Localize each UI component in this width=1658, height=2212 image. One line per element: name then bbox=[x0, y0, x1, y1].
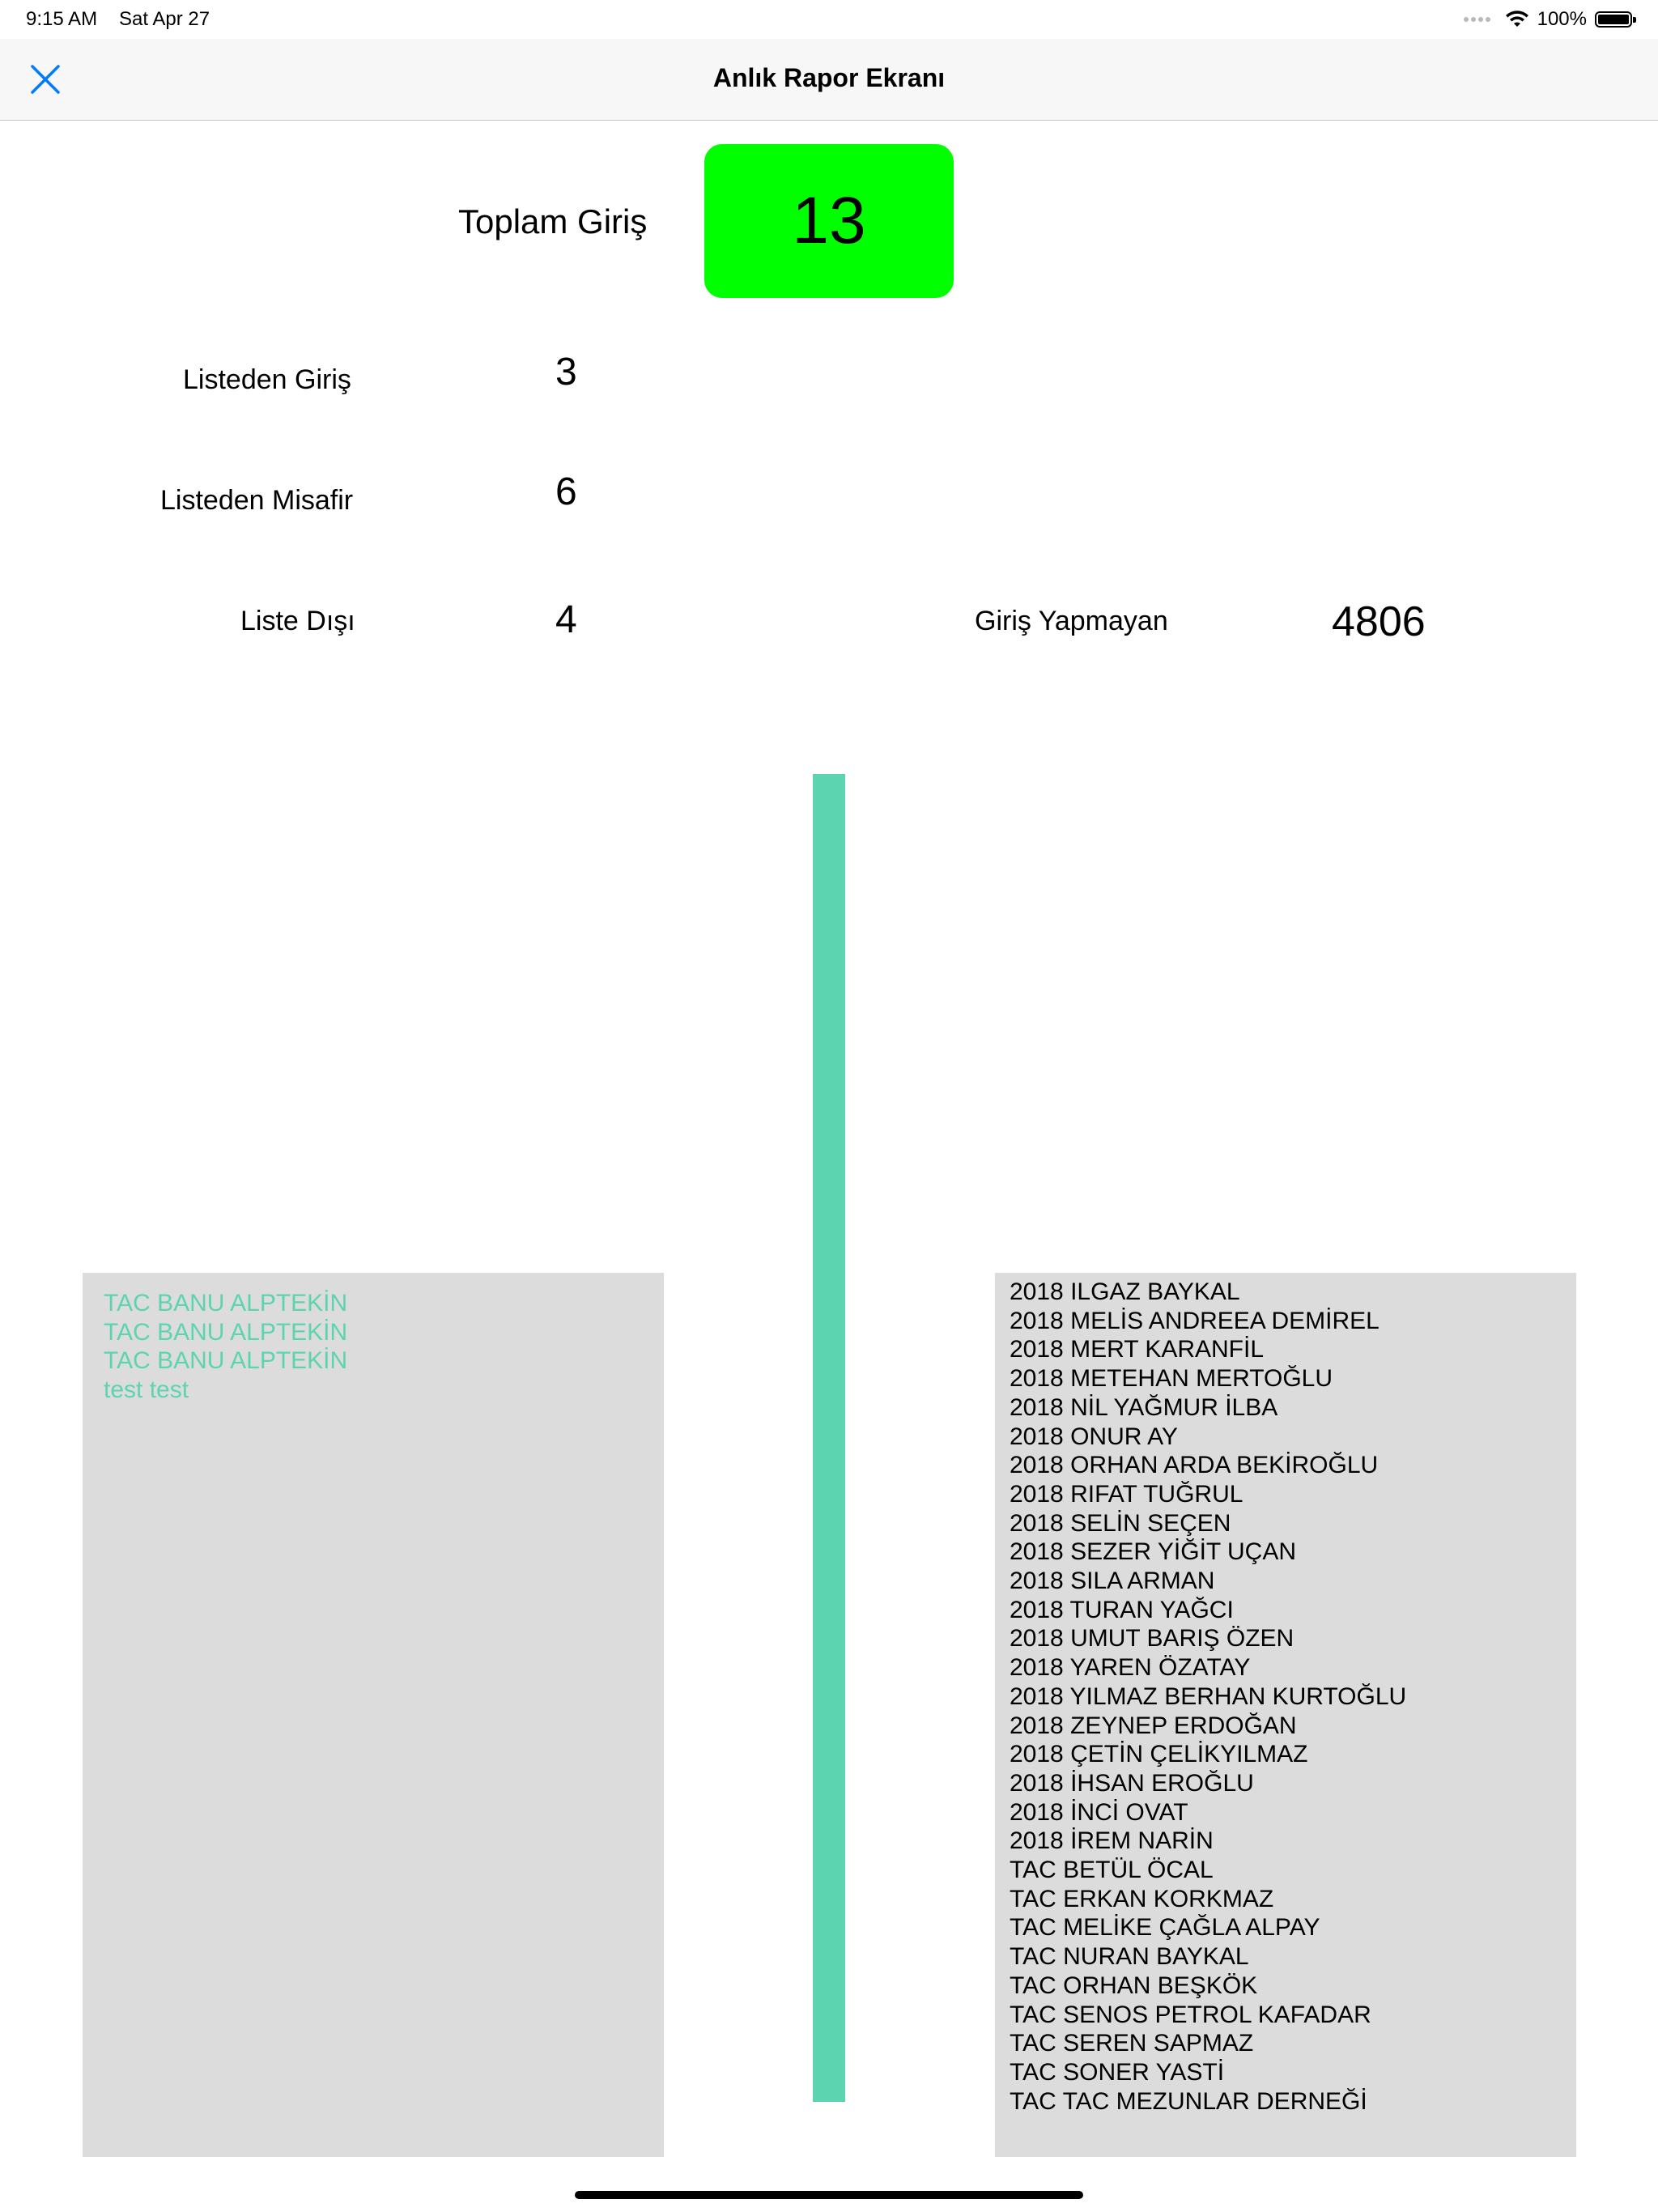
list-item[interactable]: TAC ERKAN KORKMAZ bbox=[1010, 1885, 1274, 1912]
status-date: Sat Apr 27 bbox=[119, 8, 210, 30]
list-item[interactable]: 2018 ÇETİN ÇELİKYILMAZ bbox=[1010, 1741, 1308, 1768]
navigation-bar bbox=[0, 39, 1658, 121]
list-item[interactable]: test test bbox=[104, 1376, 189, 1404]
list-item[interactable]: TAC BANU ALPTEKİN bbox=[104, 1347, 348, 1375]
list-item[interactable]: 2018 MELİS ANDREEA DEMİREL bbox=[1010, 1307, 1380, 1334]
vertical-divider bbox=[813, 774, 845, 2102]
list-item[interactable]: 2018 NİL YAĞMUR İLBA bbox=[1010, 1393, 1278, 1421]
list-item[interactable]: TAC BANU ALPTEKİN bbox=[104, 1318, 348, 1346]
list-guests-label: Listeden Misafir bbox=[160, 485, 354, 516]
list-item[interactable]: TAC BANU ALPTEKİN bbox=[104, 1290, 348, 1317]
list-item[interactable]: 2018 TURAN YAĞCI bbox=[1010, 1596, 1234, 1623]
list-item[interactable]: 2018 YILMAZ BERHAN KURTOĞLU bbox=[1010, 1682, 1407, 1710]
list-item[interactable]: 2018 UMUT BARIŞ ÖZEN bbox=[1010, 1625, 1295, 1653]
off-list-label: Liste Dışı bbox=[240, 606, 355, 636]
total-entries-value: 13 bbox=[704, 144, 954, 298]
not-entered-list[interactable] bbox=[995, 1273, 1576, 2157]
entered-list-items bbox=[83, 1273, 664, 1405]
off-list-value: 4 bbox=[555, 598, 577, 641]
list-item[interactable]: 2018 İNCİ OVAT bbox=[1010, 1798, 1188, 1826]
list-item[interactable]: TAC MELİKE ÇAĞLA ALPAY bbox=[1010, 1914, 1320, 1942]
list-item[interactable]: 2018 MERT KARANFİL bbox=[1010, 1336, 1265, 1363]
status-bar bbox=[0, 0, 1658, 39]
battery-icon bbox=[1595, 11, 1632, 28]
list-item[interactable]: 2018 SELİN SEÇEN bbox=[1010, 1509, 1231, 1537]
list-item[interactable]: 2018 İHSAN EROĞLU bbox=[1010, 1769, 1254, 1797]
list-item[interactable]: 2018 SILA ARMAN bbox=[1010, 1568, 1215, 1595]
list-item[interactable]: 2018 METEHAN MERTOĞLU bbox=[1010, 1365, 1333, 1393]
list-entries-value: 3 bbox=[555, 351, 577, 393]
page-title: Anlık Rapor Ekranı bbox=[712, 63, 946, 92]
list-item[interactable]: 2018 ORHAN ARDA BEKİROĞLU bbox=[1010, 1452, 1379, 1479]
list-item[interactable]: TAC SEREN SAPMAZ bbox=[1010, 2030, 1254, 2057]
entered-list[interactable] bbox=[83, 1273, 664, 2157]
list-item[interactable]: TAC BETÜL ÖCAL bbox=[1010, 1857, 1214, 1884]
not-entered-list-items bbox=[995, 1273, 1576, 2116]
list-item[interactable]: 2018 YAREN ÖZATAY bbox=[1010, 1654, 1251, 1682]
list-guests-value: 6 bbox=[555, 470, 577, 513]
not-entered-label: Giriş Yapmayan bbox=[975, 606, 1168, 636]
list-item[interactable]: TAC SENOS PETROL KAFADAR bbox=[1010, 2001, 1371, 2028]
total-entries-label: Toplam Giriş bbox=[458, 202, 648, 240]
list-entries-label: Listeden Giriş bbox=[183, 364, 351, 395]
list-item[interactable]: TAC SONER YASTİ bbox=[1010, 2058, 1225, 2086]
home-indicator[interactable] bbox=[575, 2191, 1083, 2199]
list-item[interactable]: 2018 ONUR AY bbox=[1010, 1423, 1178, 1450]
signal-icon bbox=[1464, 17, 1490, 22]
list-item[interactable]: 2018 ILGAZ BAYKAL bbox=[1010, 1278, 1240, 1305]
not-entered-value: 4806 bbox=[1332, 598, 1426, 645]
status-indicators bbox=[1464, 6, 1632, 32]
wifi-icon bbox=[1505, 11, 1529, 28]
list-item[interactable]: 2018 İREM NARİN bbox=[1010, 1827, 1214, 1855]
status-time: 9:15 AM bbox=[26, 8, 98, 30]
list-item[interactable]: 2018 RIFAT TUĞRUL bbox=[1010, 1480, 1244, 1508]
list-item[interactable]: 2018 SEZER YİĞİT UÇAN bbox=[1010, 1538, 1297, 1566]
list-item[interactable]: TAC ORHAN BEŞKÖK bbox=[1010, 1972, 1258, 1999]
battery-percent: 100% bbox=[1537, 8, 1587, 30]
list-item[interactable]: 2018 ZEYNEP ERDOĞAN bbox=[1010, 1712, 1297, 1739]
list-item[interactable]: TAC NURAN BAYKAL bbox=[1010, 1943, 1249, 1971]
list-item[interactable]: TAC TAC MEZUNLAR DERNEĞİ bbox=[1010, 2087, 1367, 2115]
